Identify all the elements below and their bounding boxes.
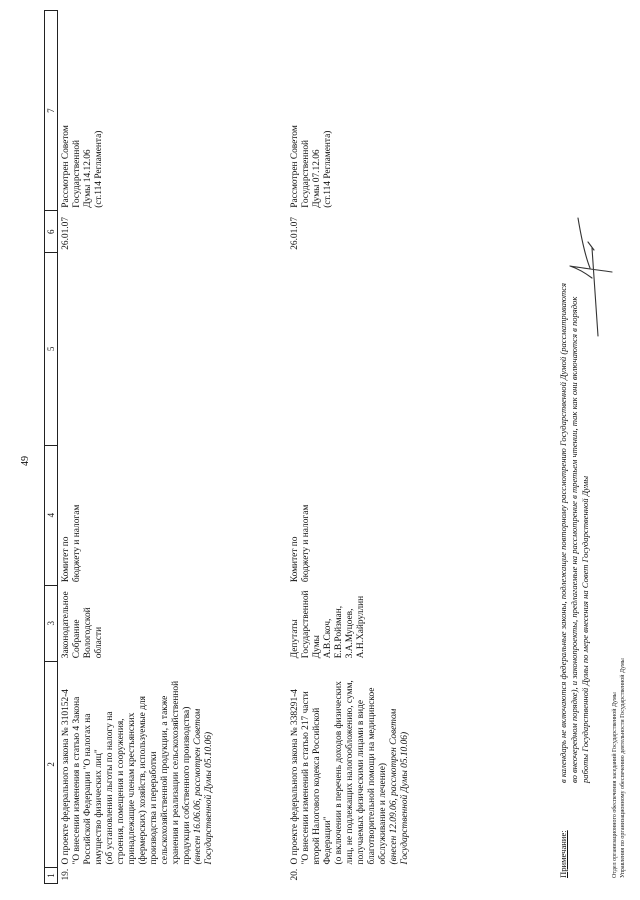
author-line: Депутаты xyxy=(290,619,300,659)
author-line: З.А.Муцоев, xyxy=(345,608,355,659)
table-row xyxy=(287,11,411,884)
bill-title-line: сельскохозяйственной продукции, а также xyxy=(160,695,170,865)
bill-title-line: принадлежащие членам крестьянских xyxy=(127,712,137,865)
committee-line: Комитет по xyxy=(61,536,71,583)
status-cell xyxy=(287,11,411,211)
column-header: 3 xyxy=(45,585,58,661)
bill-title-line: имущество физических лиц" xyxy=(94,749,104,865)
status-line: (ст.114 Регламента) xyxy=(323,130,333,208)
status-line: (ст.114 Регламента) xyxy=(94,130,104,208)
bill-title-line: второй Налогового кодекса Российской xyxy=(312,707,322,865)
note-line: в календарь не включаются федеральные законы, подлежащие повторному рассмотрению Государственной Думой (рассматриваются xyxy=(558,282,568,783)
column-5-cell xyxy=(58,253,288,445)
bill-title-cell xyxy=(58,661,288,867)
committee-line: бюджету и налогам xyxy=(301,504,311,583)
bill-title-line: О проекте федерального закона № 310152-4 xyxy=(61,689,71,865)
column-header: 2 xyxy=(45,661,58,867)
bill-title-line: производства и переработки xyxy=(149,751,159,865)
column-header: 1 xyxy=(45,867,58,883)
bill-title-line: продукции собственного производства) xyxy=(182,706,192,865)
author-cell xyxy=(287,585,411,661)
row-number: 19. xyxy=(61,868,71,881)
column-5-cell xyxy=(287,253,411,445)
bill-title-line: "О внесении изменений в статью 217 части xyxy=(301,691,311,865)
author-line: Вологодской области xyxy=(83,607,104,659)
author-line: Законодательное xyxy=(61,591,71,659)
submission-note: (внесен 16.06.06, рассмотрен Советом xyxy=(193,708,203,865)
column-header: 6 xyxy=(45,211,58,253)
note-text xyxy=(558,13,591,783)
submission-note: (внесен 12.09.06, рассмотрен Советом xyxy=(389,708,399,865)
column-header: 7 xyxy=(45,11,58,211)
note-line: во внеочередном порядке), и законопроекты, предлагаемые на рассмотрение в третьем чтении, так как они включаются в порядок xyxy=(569,296,579,783)
status-line: Рассмотрен Советом xyxy=(290,125,300,208)
author-line: Собрание xyxy=(72,619,82,659)
committee-line: Комитет по xyxy=(290,536,300,583)
committee-cell xyxy=(287,445,411,585)
submission-note: Государственной Думы 05.10.06) xyxy=(400,731,410,865)
status-line: Государственной xyxy=(72,139,82,208)
date-cell: 26.01.07 xyxy=(290,216,300,250)
bill-title-line: "О внесении изменения в статью 4 Закона xyxy=(72,696,82,865)
status-line: Думы 07.12.06 xyxy=(312,149,322,208)
status-line: Государственной xyxy=(301,139,311,208)
author-line: Е.В.Ройзман, xyxy=(334,605,344,659)
author-line: А.В.Скоч, xyxy=(323,618,333,659)
bill-title-line: (фермерских) хозяйств, используемые для xyxy=(138,696,148,865)
submission-note: Государственной Думы 05.10.06) xyxy=(204,731,214,865)
status-line: Думы 14.12.06 xyxy=(83,149,93,208)
date-cell: 26.01.07 xyxy=(61,216,71,250)
legislation-table xyxy=(44,10,411,884)
committee-cell xyxy=(58,445,288,585)
bill-title-cell xyxy=(287,661,411,867)
footer-line: Отдел организационного обеспечения заседаний Государственной Думы xyxy=(612,692,618,878)
bill-title-line: Российской Федерации "О налогах на xyxy=(83,713,93,865)
author-cell xyxy=(58,585,288,661)
committee-line: бюджету и налогам xyxy=(72,504,82,583)
footer-block xyxy=(612,658,627,878)
page-number: 49 xyxy=(20,456,31,466)
handwritten-signature xyxy=(568,198,614,338)
bill-title-line: лиц, не подлежащих налогообложению, сумм, xyxy=(345,680,355,865)
bill-title-line: получаемых физическими лицами в виде xyxy=(356,699,366,865)
bill-title-line: строения, помещения и сооружения, xyxy=(116,718,126,865)
bill-title-line: хранения и реализации сельскохозяйственной xyxy=(171,680,181,865)
bill-title-line: Федерации" xyxy=(323,816,333,865)
status-line: Рассмотрен Советом xyxy=(61,125,71,208)
header-row xyxy=(45,11,58,884)
author-line: Думы xyxy=(312,635,322,659)
table-row xyxy=(58,11,288,884)
bill-title-line: (о включении в перечень доходов физических xyxy=(334,681,344,865)
status-cell xyxy=(58,11,288,211)
row-number: 20. xyxy=(290,868,300,881)
author-line: А.Н.Хайруллин xyxy=(356,595,366,659)
column-header: 5 xyxy=(45,253,58,445)
author-line: Государственной xyxy=(301,590,311,659)
bill-title-line: благотворительной помощи на медицинское xyxy=(367,687,377,865)
footer-line: Управления по организационному обеспечению деятельности Государственной Думы xyxy=(619,658,626,878)
column-header: 4 xyxy=(45,445,58,585)
note-label: Примечание: xyxy=(558,830,568,878)
bill-title-line: (об установлении льготы по налогу на xyxy=(105,711,115,865)
bill-title-line: О проекте федерального закона № 338291-4 xyxy=(290,689,300,865)
bill-title-line: обслуживание и лечение) xyxy=(378,762,388,865)
note-line: работы Государственной Думы по мере внесения на Совет Государственной Думы xyxy=(580,475,590,783)
